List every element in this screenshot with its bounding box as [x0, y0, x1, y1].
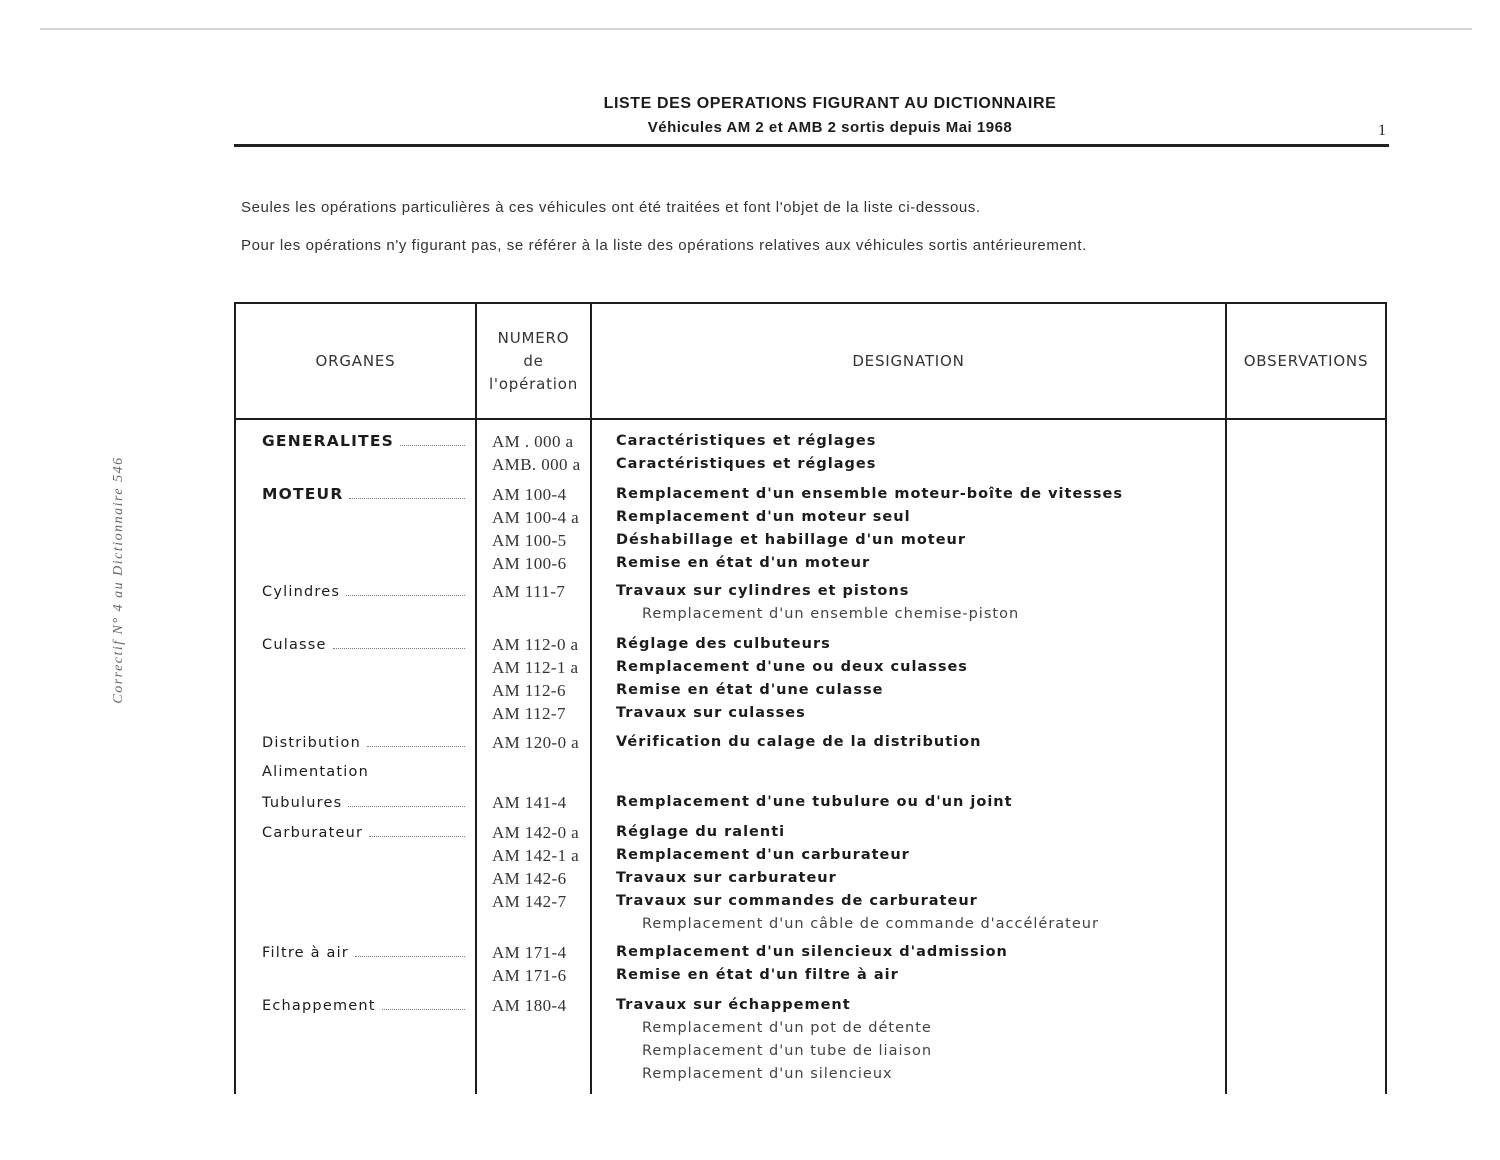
table-row — [234, 430, 1387, 453]
organe-label: Echappement — [262, 998, 376, 1014]
table-row — [234, 941, 1387, 964]
operation-number: AM 142-7 — [492, 892, 567, 911]
operation-number: AM 142-1 a — [492, 846, 580, 865]
table-row — [234, 1040, 1387, 1063]
header-numero-line1: NUMERO — [497, 328, 570, 347]
table-row — [234, 506, 1387, 529]
designation: Remise en état d'une culasse — [616, 682, 884, 698]
table-row — [234, 964, 1387, 987]
table-row — [234, 731, 1387, 754]
organe-cell — [262, 761, 467, 784]
table-row — [234, 603, 1387, 626]
organe-cell — [262, 580, 467, 603]
operation-number: AM 120-0 a — [492, 733, 580, 752]
designation: Remplacement d'un carburateur — [616, 847, 910, 863]
operation-number: AM 141-4 — [492, 793, 567, 812]
operation-number: AM 111-7 — [492, 582, 566, 601]
organe-cell — [262, 941, 467, 964]
header-designation: DESIGNATION — [852, 352, 965, 370]
sub-designation: Remplacement d'un ensemble chemise-piston — [642, 606, 1020, 622]
designation: Remplacement d'un ensemble moteur-boîte de vitesses — [616, 486, 1124, 502]
table-row — [234, 633, 1387, 656]
dot-leader — [382, 994, 465, 1010]
table-row — [234, 1017, 1387, 1040]
organe-cell — [262, 731, 467, 754]
designation: Déshabillage et habillage d'un moteur — [616, 532, 967, 548]
header-numero-line2: de — [523, 351, 544, 370]
sub-designation: Remplacement d'un câble de commande d'accélérateur — [642, 916, 1099, 932]
designation: Réglage du ralenti — [616, 824, 786, 840]
dot-leader — [355, 941, 465, 957]
table-row — [234, 529, 1387, 552]
organe-label: GENERALITES — [262, 432, 394, 450]
dot-leader — [369, 821, 465, 837]
designation: Remplacement d'un silencieux d'admission — [616, 944, 1008, 960]
organe-label: Culasse — [262, 637, 327, 653]
table-row — [234, 1063, 1387, 1086]
designation: Remplacement d'une tubulure ou d'un joint — [616, 794, 1013, 810]
page-title: LISTE DES OPERATIONS FIGURANT AU DICTIONNAIRE — [603, 95, 1057, 112]
designation: Caractéristiques et réglages — [616, 433, 877, 449]
operation-number: AM 142-6 — [492, 869, 567, 888]
dot-leader — [348, 791, 465, 807]
operation-number: AM 171-4 — [492, 943, 567, 962]
table-row — [234, 791, 1387, 814]
table-row — [234, 761, 1387, 784]
sub-designation: Remplacement d'un tube de liaison — [642, 1043, 933, 1059]
organe-cell — [262, 791, 467, 814]
table-row — [234, 994, 1387, 1017]
table-row — [234, 580, 1387, 603]
table-row — [234, 552, 1387, 575]
page-subtitle: Véhicules AM 2 et AMB 2 sortis depuis Mai 1968 — [647, 119, 1013, 136]
operation-number: AM 142-0 a — [492, 823, 580, 842]
table-row — [234, 702, 1387, 725]
organe-label: Filtre à air — [262, 945, 349, 961]
operation-number: AMB. 000 a — [492, 455, 581, 474]
organe-cell — [262, 633, 467, 656]
intro-paragraph-1: Seules les opérations particulières à ces véhicules ont été traitées et font l'objet de la liste ci-dessous. — [241, 199, 981, 216]
table-row — [234, 453, 1387, 476]
table-row — [234, 867, 1387, 890]
operation-number: AM 100-4 a — [492, 508, 580, 527]
operation-number: AM . 000 a — [492, 432, 574, 451]
header-observations: OBSERVATIONS — [1243, 352, 1369, 370]
table-row — [234, 656, 1387, 679]
header-numero-line3: l'opération — [488, 374, 579, 393]
organe-cell — [262, 483, 467, 506]
sub-designation: Remplacement d'un pot de détente — [642, 1020, 932, 1036]
operation-number: AM 100-5 — [492, 531, 567, 550]
organe-label: MOTEUR — [262, 485, 344, 503]
designation: Remplacement d'un moteur seul — [616, 509, 911, 525]
designation: Travaux sur échappement — [616, 997, 851, 1013]
dot-leader — [346, 580, 465, 596]
operation-number: AM 112-0 a — [492, 635, 579, 654]
organe-cell — [262, 994, 467, 1017]
designation: Travaux sur cylindres et pistons — [616, 583, 910, 599]
designation: Travaux sur culasses — [616, 705, 806, 721]
designation: Réglage des culbuteurs — [616, 636, 831, 652]
operation-number: AM 100-6 — [492, 554, 567, 573]
table-row — [234, 913, 1387, 936]
dot-leader — [333, 633, 465, 649]
operations-table — [234, 302, 1387, 1094]
operation-number: AM 112-7 — [492, 704, 566, 723]
dot-leader — [349, 483, 465, 499]
designation: Travaux sur commandes de carburateur — [616, 893, 978, 909]
table-row — [234, 483, 1387, 506]
intro-paragraph-2: Pour les opérations n'y figurant pas, se référer à la liste des opérations relatives aux véhicules sortis antérieurement. — [241, 237, 1087, 254]
header-numero — [477, 302, 590, 420]
page-number: 1 — [1378, 122, 1386, 139]
designation: Caractéristiques et réglages — [616, 456, 877, 472]
designation: Travaux sur carburateur — [616, 870, 837, 886]
organe-label: Carburateur — [262, 825, 364, 841]
organe-label: Distribution — [262, 735, 361, 751]
table-row — [234, 679, 1387, 702]
side-note: Correctif N° 4 au Dictionnaire 546 — [111, 456, 126, 704]
designation: Remplacement d'une ou deux culasses — [616, 659, 968, 675]
organe-label: Cylindres — [262, 584, 341, 600]
dot-leader — [400, 430, 465, 446]
designation: Remise en état d'un moteur — [616, 555, 871, 571]
header-rule — [234, 144, 1389, 147]
top-rule — [40, 28, 1472, 30]
table-row — [234, 890, 1387, 913]
sub-designation: Remplacement d'un silencieux — [642, 1066, 893, 1082]
operation-number: AM 180-4 — [492, 996, 567, 1015]
table-row — [234, 821, 1387, 844]
operation-number: AM 100-4 — [492, 485, 567, 504]
dot-leader — [367, 731, 465, 747]
organe-cell — [262, 430, 467, 453]
operation-number: AM 112-1 a — [492, 658, 579, 677]
organe-cell — [262, 821, 467, 844]
header-organes: ORGANES — [315, 352, 396, 370]
organe-label: Alimentation — [262, 764, 369, 780]
table-row — [234, 844, 1387, 867]
designation: Vérification du calage de la distribution — [616, 734, 982, 750]
operation-number: AM 112-6 — [492, 681, 566, 700]
designation: Remise en état d'un filtre à air — [616, 967, 899, 983]
operation-number: AM 171-6 — [492, 966, 567, 985]
organe-label: Tubulures — [262, 795, 343, 811]
